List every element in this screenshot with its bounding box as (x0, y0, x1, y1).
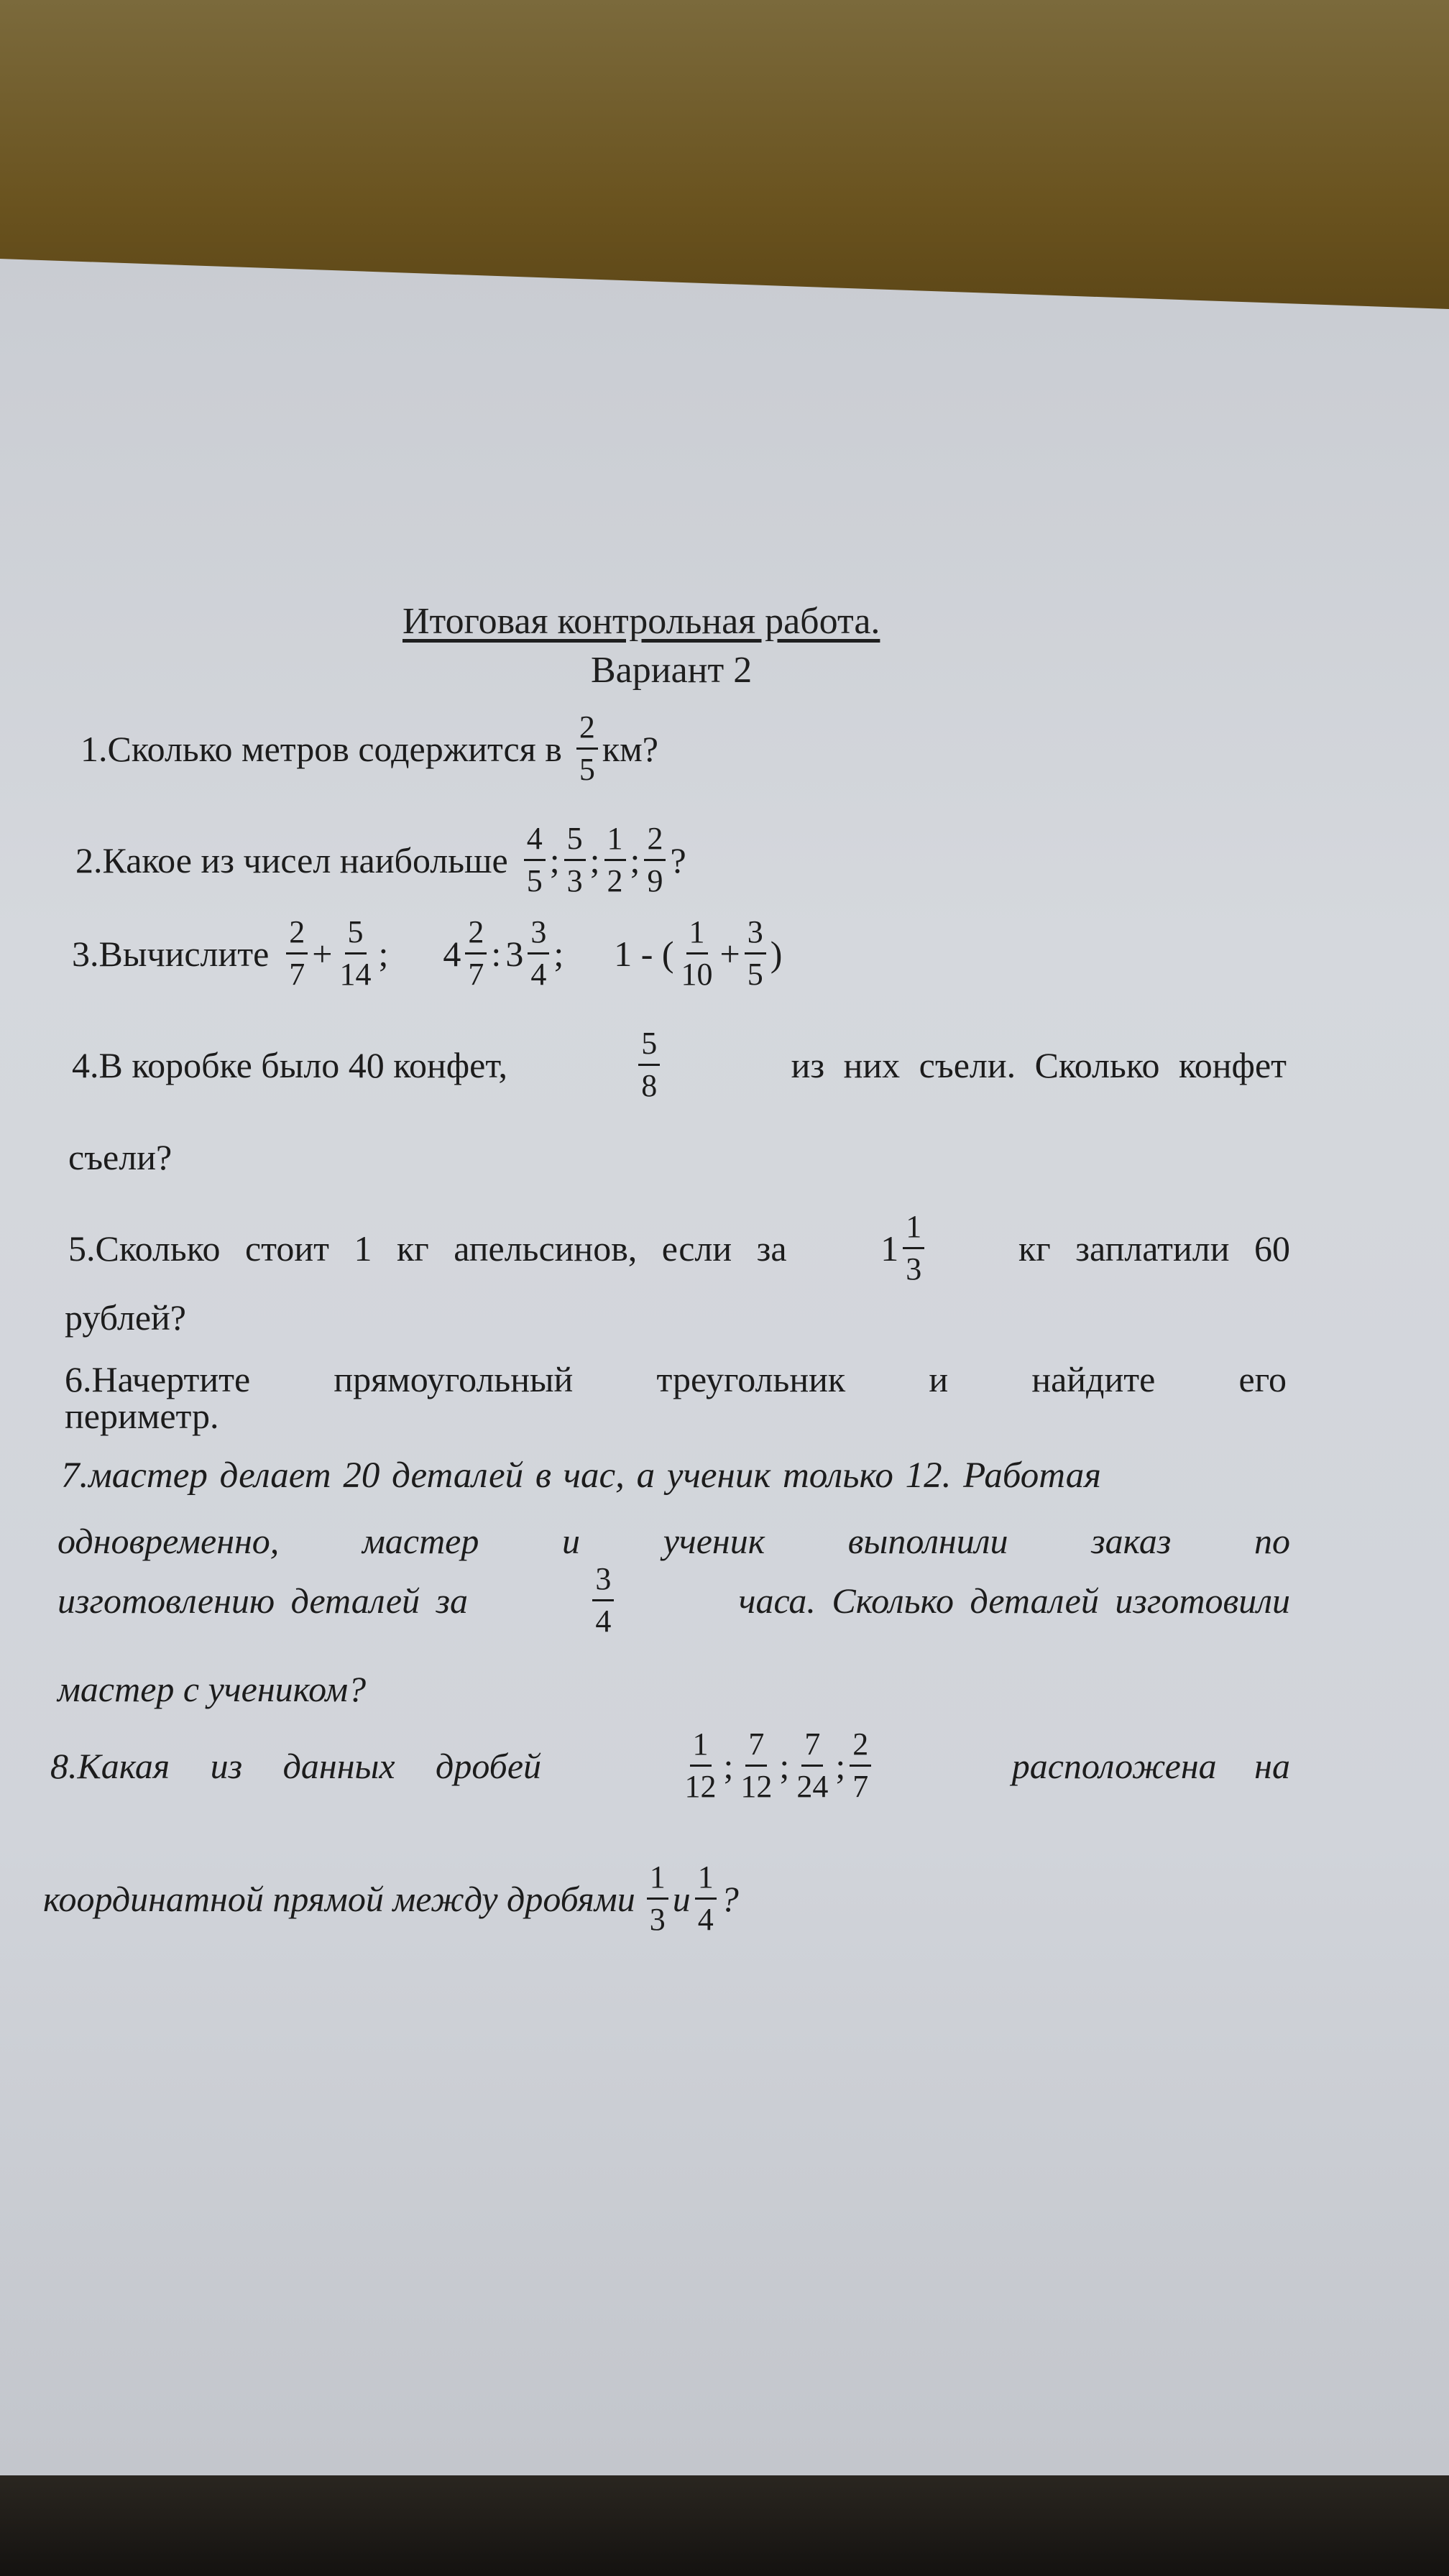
task-6-word: и (929, 1359, 949, 1399)
task-8-fraction-4: $\frac{2}{7}$ (850, 1729, 871, 1803)
task-8-line-2 (43, 1859, 739, 1937)
task-6-word: треугольник (656, 1359, 846, 1399)
task-3-semicolon: ; (378, 933, 389, 974)
task-8-text-b: расположена на (1011, 1745, 1290, 1786)
task-4-line-2: съели? (68, 1137, 172, 1177)
task-2-fraction-4: $\frac{2}{9}$ (644, 823, 666, 897)
task-3-whole-1: 4 (443, 933, 461, 974)
task-3-fraction-g: $\frac{3}{5}$ (745, 916, 766, 990)
task-5-whole: 1 (880, 1228, 899, 1269)
task-6-word: найдите (1031, 1359, 1156, 1399)
task-3-expression-start: 1 - ( (614, 933, 674, 974)
task-2-fraction-1: $\frac{4}{5}$ (524, 823, 546, 897)
task-3-fraction-b: $\frac{5}{14}$ (339, 914, 372, 992)
task-2-text: 2.Какое из чисел наибольше (75, 840, 508, 880)
task-5-line-1 (68, 1211, 1290, 1285)
task-5-line-2: рублей? (65, 1297, 186, 1338)
task-2 (75, 823, 686, 897)
task-7-line-4: мастер с учеником? (58, 1669, 367, 1709)
task-4-text-a: 4.В коробке было 40 конфет, (72, 1044, 507, 1085)
task-3-plus: + (312, 933, 333, 974)
task-5-fraction: $\frac{1}{3}$ (903, 1211, 924, 1285)
task-3-plus-2: + (719, 933, 740, 974)
table-edge (0, 2475, 1449, 2576)
task-7-fraction: $\frac{3}{4}$ (592, 1563, 614, 1637)
task-4-text-b: из них съели. Сколько конфет (791, 1044, 1287, 1085)
task-6-line-2: периметр. (65, 1396, 219, 1436)
task-7-text-b: часа. Сколько деталей изготовили (738, 1580, 1290, 1621)
task-8-separator: ; (835, 1745, 846, 1786)
task-7-line-1: 7.мастер делает 20 деталей в час, а ученик только 12. Работая (61, 1455, 1101, 1496)
task-7-line-3 (58, 1563, 1290, 1637)
task-2-question-mark: ? (670, 840, 686, 880)
page-title: Итоговая контрольная работа. (402, 601, 880, 642)
task-3 (72, 916, 782, 990)
task-8-fraction-2: $\frac{7}{12}$ (740, 1726, 773, 1804)
task-7-text-a: изготовлению деталей за (58, 1580, 469, 1621)
task-4-fraction: $\frac{5}{8}$ (638, 1028, 660, 1102)
task-2-separator: ; (589, 840, 600, 880)
task-3-whole-2: 3 (505, 933, 524, 974)
task-7-word: по (1254, 1521, 1290, 1561)
task-8-question-mark: ? (720, 1878, 739, 1919)
task-8-and: и (672, 1878, 691, 1919)
task-8-separator: ; (779, 1745, 790, 1786)
task-5-text-a: 5.Сколько стоит 1 кг апельсинов, если за (68, 1228, 787, 1269)
task-6-word: 6.Начертите (65, 1359, 251, 1399)
task-6-word: прямоугольный (334, 1359, 574, 1399)
task-1-fraction: $\frac{2}{5}$ (576, 712, 598, 786)
task-3-fraction-f: $\frac{1}{10}$ (681, 914, 713, 992)
task-3-text: 3.Вычислите (72, 933, 270, 974)
task-3-expression-end: ) (770, 933, 783, 974)
task-5-text-b: кг заплатили 60 (1018, 1228, 1290, 1269)
task-7-word: выполнили (847, 1521, 1008, 1561)
task-7-word: заказ (1091, 1521, 1172, 1561)
task-6-line-1 (65, 1358, 1287, 1400)
task-1-text: 1.Сколько метров содержится в (80, 728, 562, 769)
task-1-unit: км? (602, 728, 658, 769)
task-7-word: и (562, 1521, 581, 1561)
task-8-fraction-bound-2: $\frac{1}{4}$ (695, 1862, 717, 1936)
task-8-fraction-3: $\frac{7}{24}$ (796, 1726, 829, 1804)
task-2-separator: ; (630, 840, 640, 880)
task-7-word: одновременно, (58, 1521, 280, 1561)
task-8-fraction-bound-1: $\frac{1}{3}$ (647, 1862, 668, 1936)
task-6-word: его (1238, 1359, 1287, 1399)
task-8-text-a: 8.Какая из данных дробей (50, 1745, 542, 1786)
task-7-word: мастер (362, 1521, 479, 1561)
task-7-word: ученик (663, 1521, 765, 1561)
task-3-colon: : (491, 933, 502, 974)
task-7-line-2 (58, 1520, 1290, 1562)
task-8-text-c: координатной прямой между дробями (43, 1878, 635, 1919)
task-4-line-1 (72, 1028, 1287, 1102)
variant-label: Вариант 2 (591, 650, 753, 691)
task-2-fraction-2: $\frac{5}{3}$ (564, 823, 586, 897)
task-2-separator: ; (549, 840, 560, 880)
task-3-semicolon-2: ; (553, 933, 564, 974)
task-3-fraction-c: $\frac{2}{7}$ (465, 916, 487, 990)
task-1 (80, 709, 658, 787)
task-8-separator: ; (723, 1745, 734, 1786)
task-8-line-1 (50, 1726, 1290, 1804)
task-3-fraction-a: $\frac{2}{7}$ (286, 916, 308, 990)
task-3-fraction-e: $\frac{3}{4}$ (528, 916, 549, 990)
task-8-fraction-1: $\frac{1}{12}$ (684, 1726, 717, 1804)
task-2-fraction-3: $\frac{1}{2}$ (604, 823, 626, 897)
